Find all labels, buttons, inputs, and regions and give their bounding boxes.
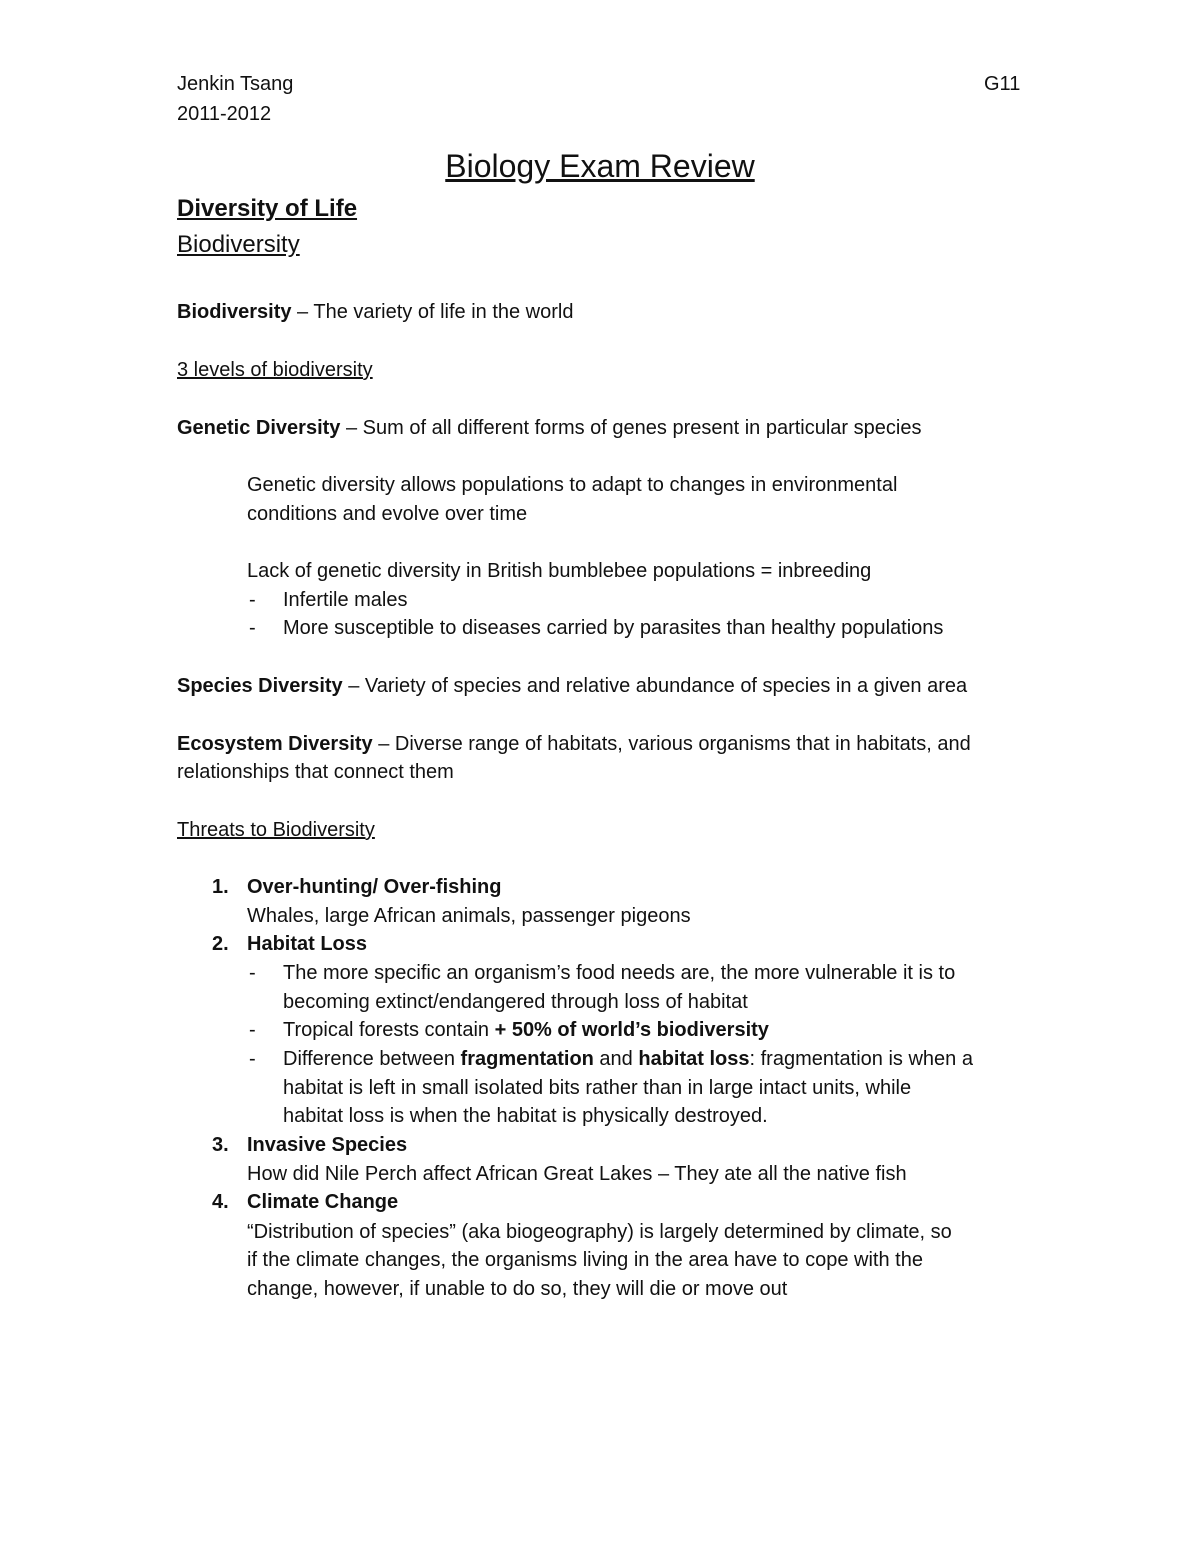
threat-title: Habitat Loss bbox=[247, 933, 368, 955]
list-number: 2. bbox=[212, 933, 229, 955]
list-item: Infertile males bbox=[283, 589, 408, 611]
threat-title: Invasive Species bbox=[247, 1134, 408, 1156]
bumblebee-note: Lack of genetic diversity in British bumblebee populations = inbreeding bbox=[247, 560, 872, 582]
genetic-note-line: conditions and evolve over time bbox=[247, 503, 528, 525]
text-run: and bbox=[593, 1048, 639, 1070]
levels-heading: 3 levels of biodiversity bbox=[177, 359, 373, 381]
bullet-dash: - bbox=[249, 1048, 256, 1070]
text-run: Tropical forests contain bbox=[283, 1019, 495, 1041]
text-run: Difference between bbox=[283, 1048, 461, 1070]
threat-description: Whales, large African animals, passenger pigeons bbox=[247, 905, 691, 927]
emphasis-text: habitat loss bbox=[638, 1048, 750, 1070]
list-item-continued: habitat loss is when the habitat is physically destroyed. bbox=[283, 1105, 768, 1127]
threats-heading: Threats to Biodiversity bbox=[177, 819, 375, 841]
threat-description: “Distribution of species” (aka biogeography) is largely determined by climate, so bbox=[247, 1221, 952, 1243]
genetic-note-line: Genetic diversity allows populations to adapt to changes in environmental bbox=[247, 474, 898, 496]
threat-description: How did Nile Perch affect African Great Lakes – They ate all the native fish bbox=[247, 1163, 907, 1185]
ecosystem-definition-line: relationships that connect them bbox=[177, 761, 454, 783]
emphasis-text: + 50% of world’s biodiversity bbox=[494, 1019, 769, 1041]
list-number: 3. bbox=[212, 1134, 229, 1156]
definition-term: Ecosystem Diversity bbox=[177, 733, 373, 755]
unit-heading: Diversity of Life bbox=[177, 195, 358, 222]
ecosystem-diversity-definition bbox=[177, 730, 971, 758]
list-number: 1. bbox=[212, 876, 229, 898]
list-item: More susceptible to diseases carried by parasites than healthy populations bbox=[283, 617, 944, 639]
bullet-dash: - bbox=[249, 962, 256, 984]
grade-label: G11 bbox=[984, 73, 1021, 95]
bullet-dash: - bbox=[249, 617, 256, 639]
threat-title: Over-hunting/ Over-fishing bbox=[247, 876, 502, 898]
list-item: The more specific an organism’s food needs are, the more vulnerable it is to bbox=[283, 962, 956, 984]
definition-text: – The variety of life in the world bbox=[291, 301, 574, 323]
page-title: Biology Exam Review bbox=[445, 148, 755, 184]
section-heading: Biodiversity bbox=[177, 231, 300, 258]
emphasis-text: fragmentation bbox=[460, 1048, 594, 1070]
list-item-continued: becoming extinct/endangered through loss of habitat bbox=[283, 991, 748, 1013]
bullet-dash: - bbox=[249, 1019, 256, 1041]
definition-term: Species Diversity bbox=[177, 675, 343, 697]
genetic-diversity-definition bbox=[177, 414, 921, 442]
species-diversity-definition bbox=[177, 672, 967, 700]
text-run: : fragmentation is when a bbox=[749, 1048, 973, 1070]
list-item-continued: habitat is left in small isolated bits rather than in large intact units, while bbox=[283, 1077, 912, 1099]
threat-description: if the climate changes, the organisms living in the area have to cope with the bbox=[247, 1249, 923, 1271]
list-item bbox=[283, 1045, 973, 1073]
list-item bbox=[283, 1016, 769, 1044]
definition-term: Genetic Diversity bbox=[177, 417, 341, 439]
definition-term: Biodiversity bbox=[177, 301, 292, 323]
author-name: Jenkin Tsang bbox=[177, 73, 294, 95]
definition-text: – Variety of species and relative abundance of species in a given area bbox=[342, 675, 968, 697]
threat-title: Climate Change bbox=[247, 1191, 399, 1213]
biodiversity-definition bbox=[177, 298, 573, 326]
definition-text: – Sum of all different forms of genes present in particular species bbox=[340, 417, 922, 439]
school-year: 2011-2012 bbox=[177, 103, 272, 125]
definition-text: – Diverse range of habitats, various organisms that in habitats, and bbox=[372, 733, 971, 755]
threat-description: change, however, if unable to do so, they will die or move out bbox=[247, 1278, 788, 1300]
bullet-dash: - bbox=[249, 589, 256, 611]
list-number: 4. bbox=[212, 1191, 229, 1213]
